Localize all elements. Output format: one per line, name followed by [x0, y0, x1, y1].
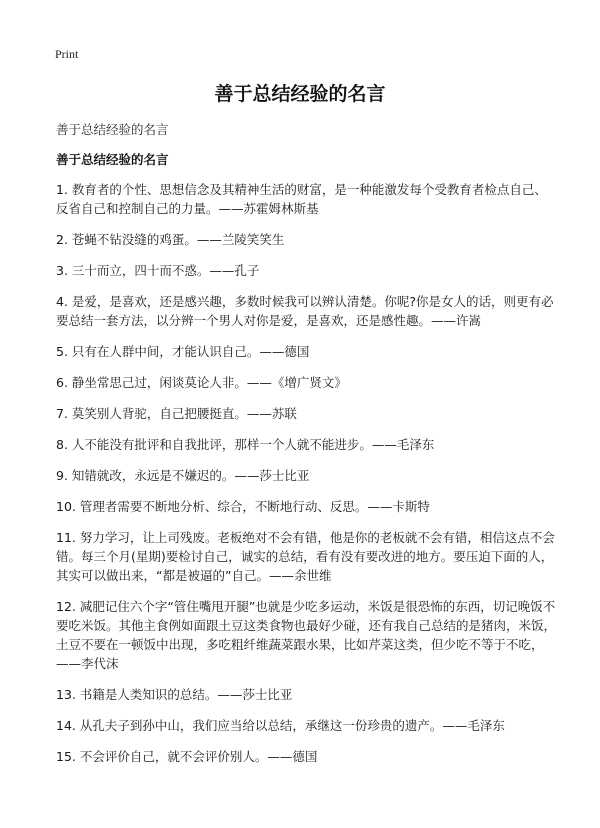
- quote-item: 1. 教育者的个性、思想信念及其精神生活的财富，是一种能激发每个受教育者检点自己、反省自己和控制自己的力量。——苏霍姆林斯基: [56, 182, 547, 216]
- quote-item: 10. 管理者需要不断地分析、综合，不断地行动、反思。——卡斯特: [56, 499, 430, 514]
- quote-item: 13. 书籍是人类知识的总结。——莎士比亚: [56, 687, 293, 702]
- quote-item: 9. 知错就改，永远是不嫌迟的。——莎士比亚: [56, 468, 310, 483]
- article-subtitle: 善于总结经验的名言: [56, 122, 169, 137]
- quote-item: 7. 莫笑别人背驼，自己把腰挺直。——苏联: [56, 406, 297, 421]
- quote-item: 14. 从孔夫子到孙中山，我们应当给以总结，承继这一份珍贵的遗产。——毛泽东: [56, 718, 505, 733]
- quote-item: 12. 减肥记住六个字“管住嘴甩开腿”也就是少吃多运动，米饭是很恐怖的东西，切记晚饭不要吃米饭。其他主食例如面跟土豆这类食物也最好少碰，还有我自己总结的是猪肉，米饭，土豆不要在一顿饭中出现，多吃粗纤维蔬菜跟水果，比如芹菜这类，但少吃不等于不吃，——李代沫: [56, 599, 557, 671]
- quote-item: 15. 不会评价自己，就不会评价别人。——德国: [56, 749, 318, 764]
- quote-item: 6. 静坐常思己过，闲谈莫论人非。——《增广贤文》: [56, 375, 347, 390]
- quote-item: 4. 是爱，是喜欢，还是感兴趣，多数时候我可以辨认清楚。你呢?你是女人的话，则更有必要总结一套方法，以分辨一个男人对你是爱，是喜欢，还是感性趣。——许嵩: [56, 294, 554, 328]
- quote-item: 2. 苍蝇不钻没缝的鸡蛋。——兰陵笑笑生: [56, 232, 285, 247]
- quote-item: 8. 人不能没有批评和自我批评，那样一个人就不能进步。——毛泽东: [56, 437, 435, 452]
- quote-item: 5. 只有在人群中间，才能认识自己。——德国: [56, 344, 310, 359]
- quote-item: 3. 三十而立，四十而不惑。——孔子: [56, 263, 260, 278]
- print-link[interactable]: Print: [55, 47, 79, 61]
- page-title: 善于总结经验的名言: [214, 83, 386, 105]
- section-heading: 善于总结经验的名言: [56, 152, 169, 167]
- quote-item: 11. 努力学习，让上司残废。老板绝对不会有错，他是你的老板就不会有错，相信这点不会错。每三个月(星期)要检讨自己，诚实的总结，看有没有要改进的地方。要压迫下面的人，其实可以做出来，“都是被逼的”自己。——余世维: [56, 530, 555, 583]
- quote-list: [56, 180, 556, 778]
